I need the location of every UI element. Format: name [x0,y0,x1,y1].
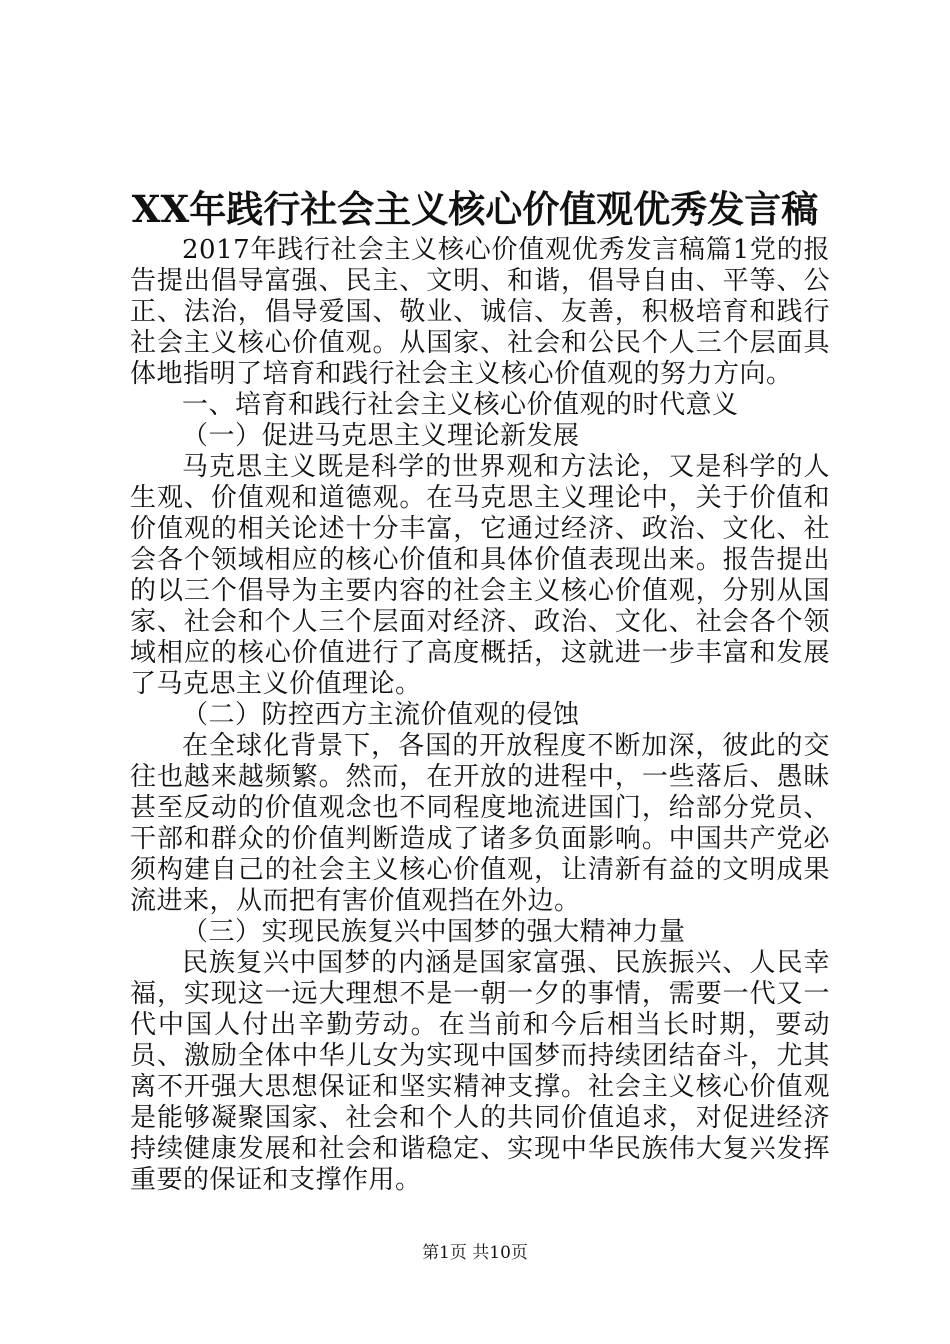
subsection-heading-3: （三）实现民族复兴中国梦的强大精神力量 [182,917,686,947]
document-body [130,235,830,1196]
subsection-heading-2: （二）防控西方主流价值观的侵蚀 [182,700,580,730]
intro-paragraph: 2017年践行社会主义核心价值观优秀发言稿篇1党的报告提出倡导富强、民主、文明、和谐，倡导自由、平等、公正、法治，倡导爱国、敬业、诚信、友善，积极培育和践行社会主义核心价值观。从国家、社会和公民个人三个层面具体地指明了培育和践行社会主义核心价值观的努力方向。 [130,235,830,389]
paragraph-1: 马克思主义既是科学的世界观和方法论，又是科学的人生观、价值观和道德观。在马克思主义理论中，关于价值和价值观的相关论述十分丰富，它通过经济、政治、文化、社会各个领域相应的核心价值和具体价值表现出来。报告提出的以三个倡导为主要内容的社会主义核心价值观，分别从国家、社会和个人三个层面对经济、政治、文化、社会各个领域相应的核心价值进行了高度概括，这就进一步丰富和发展了马克思主义价值理论。 [130,452,830,699]
subsection-heading-1: （一）促进马克思主义理论新发展 [182,421,580,451]
paragraph-3: 民族复兴中国梦的内涵是国家富强、民族振兴、人民幸福，实现这一远大理想不是一朝一夕的事情，需要一代又一代中国人付出辛勤劳动。在当前和今后相当长时期，要动员、激励全体中华儿女为实现中国梦而持续团结奋斗，尤其离不开强大思想保证和坚实精神支撑。社会主义核心价值观是能够凝聚国家、社会和个人的共同价值追求，对促进经济持续健康发展和社会和谐稳定、实现中华民族伟大复兴发挥重要的保证和支撑作用。 [130,948,830,1195]
paragraph-2: 在全球化背景下，各国的开放程度不断加深，彼此的交往也越来越频繁。然而，在开放的进程中，一些落后、愚昧甚至反动的价值观念也不同程度地流进国门，给部分党员、干部和群众的价值判断造成了诸多负面影响。中国共产党必须构建自己的社会主义核心价值观，让清新有益的文明成果流进来，从而把有害价值观挡在外边。 [130,731,830,916]
section-heading: 一、培育和践行社会主义核心价值观的时代意义 [182,390,739,420]
document-title: XX年践行社会主义核心价值观优秀发言稿 [131,187,819,231]
page-footer: 第1页 共10页 [422,1243,528,1263]
